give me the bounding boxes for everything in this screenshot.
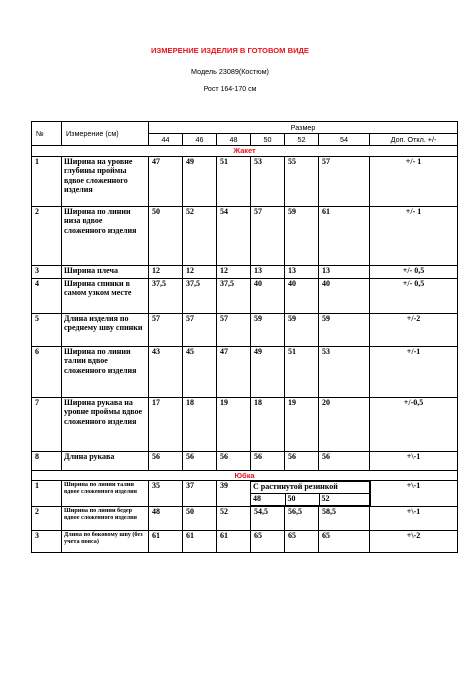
row-value: 56,5	[285, 507, 319, 531]
row-tolerance: +\-1	[370, 451, 458, 470]
row-value: 56	[285, 451, 319, 470]
col-tolerance-header: Доп. Откл. +/-	[370, 134, 458, 146]
row-measure-name: Ширина плеча	[62, 265, 149, 278]
section-jacket: Жакет	[32, 146, 458, 157]
row-value: 12	[217, 265, 251, 278]
row-value: 56	[217, 451, 251, 470]
size-header: 52	[285, 134, 319, 146]
row-measure-name: Длина по боковому шву (без учета пояса)	[62, 531, 149, 553]
row-value: 51	[285, 346, 319, 397]
elastic-subgroup	[251, 481, 370, 507]
row-value: 18	[251, 397, 285, 451]
row-value: 40	[251, 278, 285, 313]
row-value: 18	[183, 397, 217, 451]
row-measure-name: Ширина на уровне глубины проймы вдвое сложенного изделия	[62, 156, 149, 206]
row-value: 19	[285, 397, 319, 451]
row-value: 48	[251, 494, 285, 506]
height-label: Рост 164-170 см	[203, 86, 257, 93]
row-value: 40	[285, 278, 319, 313]
row-number: 2	[32, 206, 62, 265]
size-header: 44	[149, 134, 183, 146]
row-tolerance: +/-2	[370, 313, 458, 346]
row-measure-name: Длина рукава	[62, 451, 149, 470]
row-number: 4	[32, 278, 62, 313]
row-value: 47	[217, 346, 251, 397]
size-header: 46	[183, 134, 217, 146]
table-row	[32, 451, 458, 470]
row-number: 8	[32, 451, 62, 470]
row-measure-name: Длина изделия по среднему шву спинки	[62, 313, 149, 346]
row-value: 55	[285, 156, 319, 206]
row-value: 57	[183, 313, 217, 346]
row-measure-name: Ширина рукава на уровне проймы вдвое сложенного изделия	[62, 397, 149, 451]
row-value: 58,5	[319, 507, 370, 531]
row-value: 13	[285, 265, 319, 278]
row-value: 57	[217, 313, 251, 346]
row-value: 37,5	[183, 278, 217, 313]
table-row	[32, 397, 458, 451]
row-value: 65	[251, 531, 285, 553]
table-row	[32, 507, 458, 531]
row-value: 47	[149, 156, 183, 206]
model-label: Модель 23089(Костюм)	[191, 67, 269, 76]
row-tolerance: +\-1	[370, 507, 458, 531]
row-tolerance: +\-1	[370, 481, 458, 507]
row-value: 50	[149, 206, 183, 265]
row-value: 37	[183, 481, 217, 507]
row-value: 13	[251, 265, 285, 278]
row-measure-name: Ширина по линии бедер вдвое сложенного изделия	[62, 507, 149, 531]
row-tolerance: +/- 1	[370, 206, 458, 265]
row-value: 52	[183, 206, 217, 265]
row-tolerance: +/-1	[370, 346, 458, 397]
row-value: 12	[183, 265, 217, 278]
row-number: 1	[32, 156, 62, 206]
row-value: 56	[251, 451, 285, 470]
row-value: 51	[217, 156, 251, 206]
row-tolerance: +/-0,5	[370, 397, 458, 451]
table-row	[32, 313, 458, 346]
row-value: 59	[285, 313, 319, 346]
row-value: 40	[319, 278, 370, 313]
col-size-header: Размер	[149, 122, 458, 134]
row-value: 50	[285, 494, 319, 506]
size-header: 54	[319, 134, 370, 146]
row-value: 37,5	[217, 278, 251, 313]
row-tolerance: +/- 0,5	[370, 278, 458, 313]
table-row	[32, 531, 458, 553]
document-title: ИЗМЕРЕНИЕ ИЗДЕЛИЯ В ГОТОВОМ ВИДЕ	[150, 46, 309, 55]
row-measure-name: Ширина спинки в самом узком месте	[62, 278, 149, 313]
row-value: 50	[183, 507, 217, 531]
row-value: 37,5	[149, 278, 183, 313]
row-value: 59	[285, 206, 319, 265]
row-value: 65	[319, 531, 370, 553]
row-value: 49	[183, 156, 217, 206]
row-value: 61	[149, 531, 183, 553]
row-value: 57	[251, 206, 285, 265]
row-number: 7	[32, 397, 62, 451]
row-value: 52	[319, 494, 370, 506]
size-header: 50	[251, 134, 285, 146]
row-number: 5	[32, 313, 62, 346]
row-value: 43	[149, 346, 183, 397]
row-value: 49	[251, 346, 285, 397]
row-measure-name: Ширина по линии низа вдвое сложенного изделия	[62, 206, 149, 265]
col-number-header: №	[32, 122, 62, 146]
measurement-table	[31, 121, 458, 553]
row-value: 61	[183, 531, 217, 553]
row-value: 54,5	[251, 507, 285, 531]
table-row	[32, 156, 458, 206]
row-value: 39	[217, 481, 251, 507]
table-row	[32, 346, 458, 397]
row-tolerance: +/- 1	[370, 156, 458, 206]
row-number: 6	[32, 346, 62, 397]
row-value: 45	[183, 346, 217, 397]
row-value: 65	[285, 531, 319, 553]
row-value: 59	[251, 313, 285, 346]
row-value: 19	[217, 397, 251, 451]
row-measure-name: Ширина по линии талии вдвое сложенного изделия	[62, 346, 149, 397]
section-skirt: Юбка	[32, 470, 458, 481]
size-header: 48	[217, 134, 251, 146]
row-value: 12	[149, 265, 183, 278]
row-value: 17	[149, 397, 183, 451]
row-value: 53	[251, 156, 285, 206]
row-value: 20	[319, 397, 370, 451]
row-number: 2	[32, 507, 62, 531]
row-value: 13	[319, 265, 370, 278]
row-number: 3	[32, 265, 62, 278]
row-number: 1	[32, 481, 62, 507]
row-tolerance: +\-2	[370, 531, 458, 553]
row-value: 59	[319, 313, 370, 346]
table-row	[32, 265, 458, 278]
row-value: 61	[217, 531, 251, 553]
row-value: 56	[319, 451, 370, 470]
row-value: 53	[319, 346, 370, 397]
table-row	[32, 278, 458, 313]
row-measure-name: Ширина по линии талии вдвое сложенного изделия	[62, 481, 149, 507]
row-value: 57	[319, 156, 370, 206]
col-measure-header: Измерение (см)	[62, 122, 149, 146]
row-value: 35	[149, 481, 183, 507]
row-value: 48	[149, 507, 183, 531]
row-value: 56	[183, 451, 217, 470]
row-value: 54	[217, 206, 251, 265]
row-value: 56	[149, 451, 183, 470]
row-value: 57	[149, 313, 183, 346]
row-tolerance: +/- 0,5	[370, 265, 458, 278]
elastic-note: С растинутой резинкой	[251, 482, 370, 494]
row-value: 61	[319, 206, 370, 265]
table-row	[32, 206, 458, 265]
row-value: 52	[217, 507, 251, 531]
row-number: 3	[32, 531, 62, 553]
